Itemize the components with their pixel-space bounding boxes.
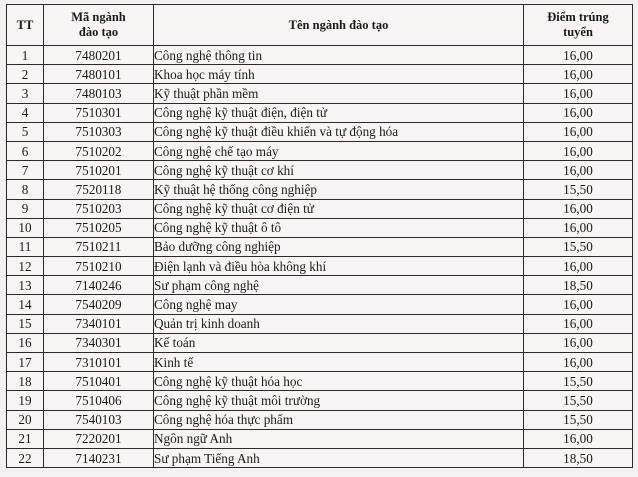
table-row bbox=[7, 180, 633, 199]
row-number: 7 bbox=[7, 161, 44, 180]
program-code: 7520118 bbox=[44, 180, 154, 199]
table-row bbox=[7, 448, 633, 467]
row-number: 4 bbox=[7, 103, 44, 122]
admission-score: 15,50 bbox=[524, 410, 633, 429]
admission-score: 16,00 bbox=[524, 84, 633, 103]
program-name: Khoa học máy tính bbox=[154, 65, 524, 84]
row-number: 16 bbox=[7, 333, 44, 352]
header-tt: TT bbox=[7, 5, 44, 46]
program-code: 7540209 bbox=[44, 295, 154, 314]
row-number: 13 bbox=[7, 276, 44, 295]
table-row bbox=[7, 257, 633, 276]
row-number: 18 bbox=[7, 372, 44, 391]
program-code: 7140231 bbox=[44, 448, 154, 467]
row-number: 1 bbox=[7, 46, 44, 65]
program-code: 7310101 bbox=[44, 353, 154, 372]
table-row bbox=[7, 237, 633, 256]
program-code: 7510303 bbox=[44, 122, 154, 141]
program-name: Công nghệ chế tạo máy bbox=[154, 141, 524, 160]
program-code: 7510406 bbox=[44, 391, 154, 410]
program-name: Quản trị kinh doanh bbox=[154, 314, 524, 333]
program-code: 7340101 bbox=[44, 314, 154, 333]
table-row bbox=[7, 161, 633, 180]
table-row bbox=[7, 141, 633, 160]
admission-score-table bbox=[6, 4, 633, 468]
program-name: Công nghệ kỹ thuật điều khiển và tự động hóa bbox=[154, 122, 524, 141]
table-row bbox=[7, 333, 633, 352]
admission-score: 15,50 bbox=[524, 237, 633, 256]
program-code: 7510401 bbox=[44, 372, 154, 391]
row-number: 2 bbox=[7, 65, 44, 84]
program-code: 7220201 bbox=[44, 429, 154, 448]
table-row bbox=[7, 276, 633, 295]
admission-score: 16,00 bbox=[524, 46, 633, 65]
program-code: 7540103 bbox=[44, 410, 154, 429]
admission-score: 16,00 bbox=[524, 218, 633, 237]
program-code: 7480103 bbox=[44, 84, 154, 103]
header-code-label: Mã ngành đào tạo bbox=[71, 10, 126, 39]
admission-score: 16,00 bbox=[524, 199, 633, 218]
table-row bbox=[7, 103, 633, 122]
row-number: 14 bbox=[7, 295, 44, 314]
row-number: 3 bbox=[7, 84, 44, 103]
program-name: Ngôn ngữ Anh bbox=[154, 429, 524, 448]
row-number: 5 bbox=[7, 122, 44, 141]
program-code: 7510210 bbox=[44, 257, 154, 276]
admission-score: 16,00 bbox=[524, 161, 633, 180]
program-name: Điện lạnh và điều hòa không khí bbox=[154, 257, 524, 276]
table-row bbox=[7, 65, 633, 84]
header-name: Tên ngành đào tạo bbox=[154, 5, 524, 46]
admission-score: 16,00 bbox=[524, 141, 633, 160]
program-name: Sư phạm công nghệ bbox=[154, 276, 524, 295]
table-row bbox=[7, 46, 633, 65]
row-number: 8 bbox=[7, 180, 44, 199]
header-row bbox=[7, 5, 633, 46]
admission-score: 18,50 bbox=[524, 276, 633, 295]
admission-score: 16,00 bbox=[524, 65, 633, 84]
admission-score: 16,00 bbox=[524, 314, 633, 333]
row-number: 12 bbox=[7, 257, 44, 276]
program-code: 7480101 bbox=[44, 65, 154, 84]
program-name: Bảo dưỡng công nghiệp bbox=[154, 237, 524, 256]
program-name: Công nghệ thông tin bbox=[154, 46, 524, 65]
table-row bbox=[7, 314, 633, 333]
table-row bbox=[7, 84, 633, 103]
program-name: Kinh tế bbox=[154, 353, 524, 372]
program-name: Kỹ thuật hệ thống công nghiệp bbox=[154, 180, 524, 199]
row-number: 6 bbox=[7, 141, 44, 160]
table-body bbox=[7, 46, 633, 468]
program-name: Công nghệ kỹ thuật cơ khí bbox=[154, 161, 524, 180]
table-row bbox=[7, 353, 633, 372]
row-number: 22 bbox=[7, 448, 44, 467]
row-number: 20 bbox=[7, 410, 44, 429]
table-row bbox=[7, 429, 633, 448]
admission-score: 16,00 bbox=[524, 429, 633, 448]
program-name: Công nghệ hóa thực phẩm bbox=[154, 410, 524, 429]
program-name: Công nghệ kỹ thuật cơ điện tử bbox=[154, 199, 524, 218]
table-row bbox=[7, 218, 633, 237]
program-code: 7510211 bbox=[44, 237, 154, 256]
row-number: 9 bbox=[7, 199, 44, 218]
header-score bbox=[524, 5, 633, 46]
program-code: 7510205 bbox=[44, 218, 154, 237]
program-code: 7140246 bbox=[44, 276, 154, 295]
program-name: Công nghệ kỹ thuật điện, điện tử bbox=[154, 103, 524, 122]
program-code: 7510203 bbox=[44, 199, 154, 218]
table-header bbox=[7, 5, 633, 46]
program-name: Công nghệ kỹ thuật ô tô bbox=[154, 218, 524, 237]
admission-score: 16,00 bbox=[524, 103, 633, 122]
row-number: 15 bbox=[7, 314, 44, 333]
admission-score: 18,50 bbox=[524, 448, 633, 467]
program-code: 7510201 bbox=[44, 161, 154, 180]
admission-score: 15,50 bbox=[524, 391, 633, 410]
row-number: 10 bbox=[7, 218, 44, 237]
admission-score: 16,00 bbox=[524, 333, 633, 352]
program-name: Sư phạm Tiếng Anh bbox=[154, 448, 524, 467]
row-number: 21 bbox=[7, 429, 44, 448]
table-row bbox=[7, 391, 633, 410]
program-code: 7510202 bbox=[44, 141, 154, 160]
admission-score: 16,00 bbox=[524, 295, 633, 314]
header-code bbox=[44, 5, 154, 46]
header-score-label: Điểm trúng tuyển bbox=[547, 10, 609, 39]
row-number: 11 bbox=[7, 237, 44, 256]
program-name: Kế toán bbox=[154, 333, 524, 352]
program-name: Công nghệ kỹ thuật hóa học bbox=[154, 372, 524, 391]
program-code: 7510301 bbox=[44, 103, 154, 122]
table-row bbox=[7, 122, 633, 141]
table-row bbox=[7, 372, 633, 391]
admission-score: 16,00 bbox=[524, 122, 633, 141]
document-page bbox=[6, 4, 632, 468]
row-number: 19 bbox=[7, 391, 44, 410]
row-number: 17 bbox=[7, 353, 44, 372]
admission-score: 15,50 bbox=[524, 372, 633, 391]
program-name: Công nghệ may bbox=[154, 295, 524, 314]
program-name: Công nghệ kỹ thuật môi trường bbox=[154, 391, 524, 410]
program-name: Kỹ thuật phần mềm bbox=[154, 84, 524, 103]
program-code: 7340301 bbox=[44, 333, 154, 352]
admission-score: 16,00 bbox=[524, 353, 633, 372]
table-row bbox=[7, 295, 633, 314]
admission-score: 16,00 bbox=[524, 257, 633, 276]
program-code: 7480201 bbox=[44, 46, 154, 65]
admission-score: 15,50 bbox=[524, 180, 633, 199]
table-row bbox=[7, 410, 633, 429]
table-row bbox=[7, 199, 633, 218]
